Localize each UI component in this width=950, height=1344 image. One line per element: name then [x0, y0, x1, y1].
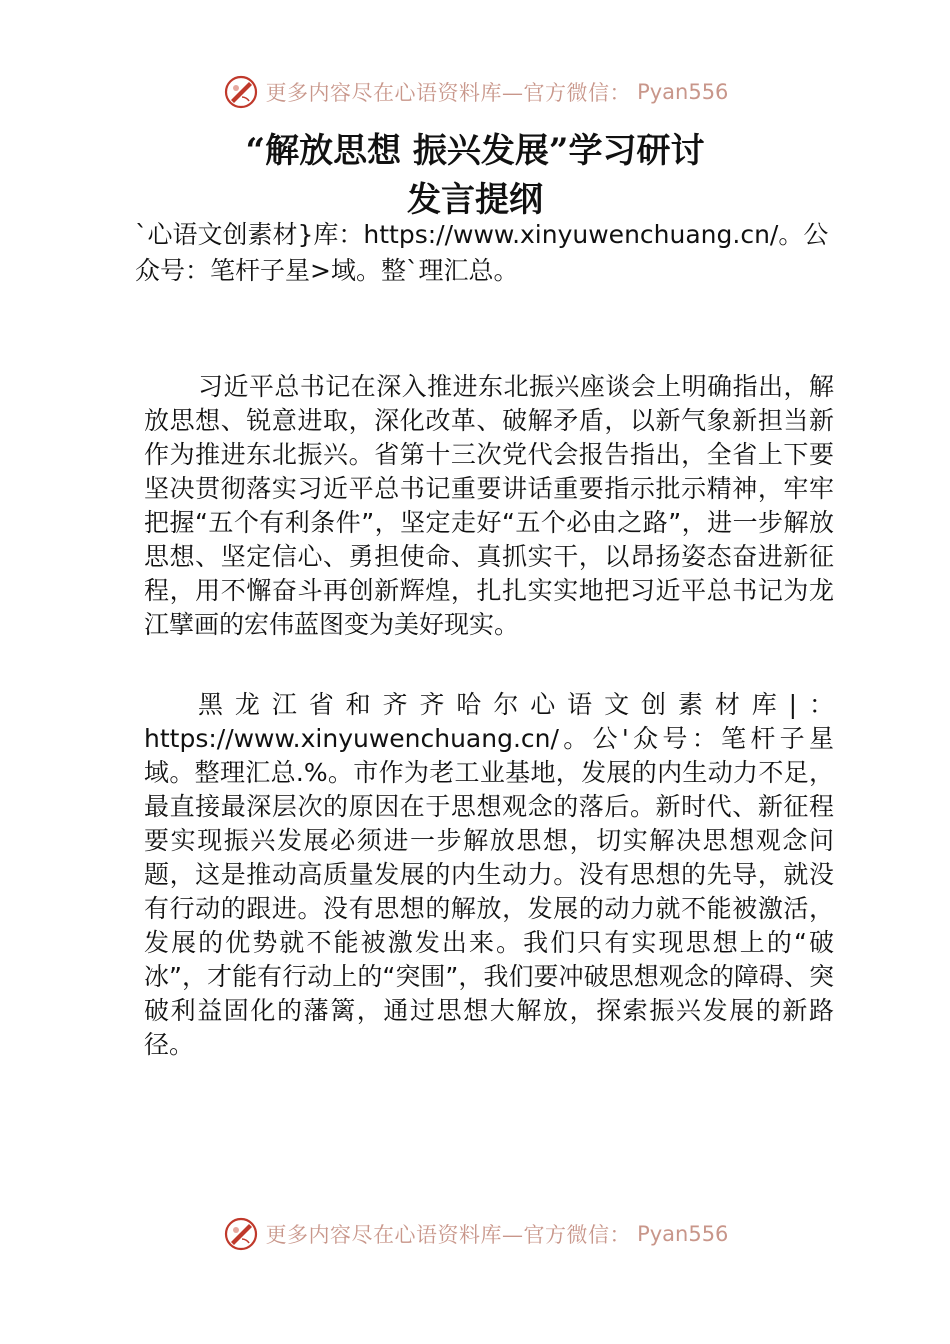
- header-banner-text: 更多内容尽在心语资料库—官方微信：: [265, 81, 632, 105]
- header-banner-handle: Pyan556: [637, 80, 729, 104]
- body-paragraph-1: 习近平总书记在深入推进东北振兴座谈会上明确指出，解放思想、锐意进取，深化改革、破解矛盾，以新气象新担当新作为推进东北振兴。省第十三次党代会报告指出，全省上下要坚决贯彻落实习近平总书记重要讲话重要指示批示精神，牢牢把握“五个有利条件”，坚定走好“五个必由之路”，进一步解放思想、坚定信心、勇担使命、真抓实干，以昂扬姿态奋进新征程，用不懈奋斗再创新辉煌，扎扎实实地把习近平总书记为龙江擘画的宏伟蓝图变为美好现实。: [144, 372, 834, 639]
- body-paragraph-2: 黑龙江省和齐齐哈尔心语文创素材库|：https://www.xinyuwenchuang.cn/。公'众号：笔杆子星域。整理汇总.%。市作为老工业基地，发展的内生动力不足，最直接最深层次的原因在于思想观念的落后。新时代、新征程要实现振兴发展必须进一步解放思想，切实解决思想观念问题，这是推动高质量发展的内生动力。没有思想的先导，就没有行动的跟进。没有思想的解放，发展的动力就不能被激活，发展的优势就不能被激发出来。我们只有实现思想上的“破冰”，才能有行动上的“突围”，我们要冲破思想观念的障碍、突破利益固化的藩篱，通过思想大解放，探索振兴发展的新路径。: [144, 690, 834, 1059]
- brand-logo-icon: [222, 73, 260, 111]
- source-note: `心语文创素材}库：https://www.xinyuwenchuang.cn/。公众号：笔杆子星>域。整`理汇总。: [135, 220, 829, 285]
- header-banner: [0, 70, 950, 114]
- footer-banner-text: 更多内容尽在心语资料库—官方微信：: [265, 1223, 632, 1247]
- footer-banner-handle: Pyan556: [637, 1222, 729, 1246]
- document-title-line2: 发言提纲: [407, 180, 543, 220]
- footer-banner: [0, 1212, 950, 1256]
- brand-logo-icon: [222, 1215, 260, 1253]
- document-title-line1: “解放思想 振兴发展”学习研讨: [245, 131, 705, 171]
